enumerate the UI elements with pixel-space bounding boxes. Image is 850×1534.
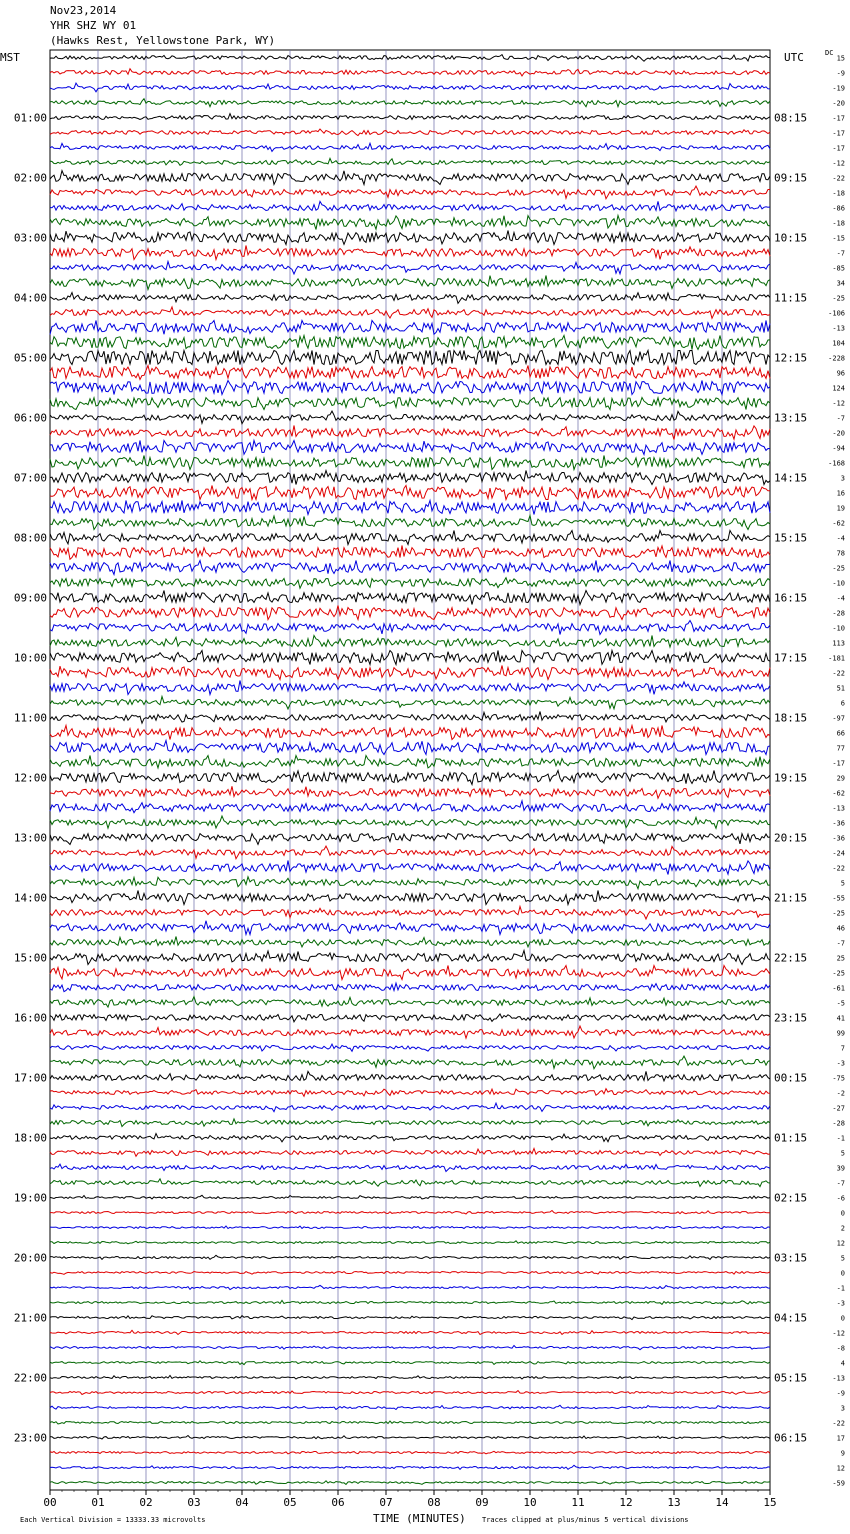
trace-line-5 (50, 129, 770, 136)
dc-offset-label-69: -2 (836, 1089, 845, 1098)
dc-offset-label-16: -25 (832, 294, 845, 303)
dc-offset-label-61: -25 (832, 969, 845, 978)
dc-offset-label-46: 77 (836, 744, 845, 753)
dc-offset-label-13: -7 (836, 249, 845, 258)
dc-offset-label-30: 19 (836, 504, 845, 513)
dc-offset-label-65: 99 (836, 1029, 845, 1038)
mst-timezone-label: MST (0, 51, 20, 64)
trace-line-95 (50, 1481, 770, 1485)
x-tick-label-05: 05 (283, 1496, 297, 1509)
dc-offset-label-12: -15 (832, 234, 845, 243)
vertical-division-note: Each Vertical Division = 13333.33 microvolts (20, 1516, 206, 1524)
trace-line-52 (50, 834, 770, 845)
trace-line-3 (50, 99, 770, 107)
dc-offset-label-1: -9 (836, 69, 845, 78)
trace-line-56 (50, 891, 770, 905)
dc-offset-label-28: 3 (840, 474, 845, 483)
trace-line-31 (50, 516, 770, 530)
trace-line-84 (50, 1316, 770, 1320)
dc-offset-label-38: -10 (832, 624, 845, 633)
dc-offset-label-78: 2 (840, 1224, 845, 1233)
trace-line-35 (50, 578, 770, 589)
dc-offset-label-24: -7 (836, 414, 845, 423)
trace-line-9 (50, 186, 770, 199)
utc-hour-label-12: 19:15 (774, 771, 808, 785)
dc-offset-label-6: -17 (832, 144, 845, 153)
trace-line-0 (50, 55, 770, 62)
plot-date: Nov23,2014 (50, 4, 117, 17)
trace-line-81 (50, 1272, 770, 1275)
mst-hour-label-15: 15:00 (13, 951, 47, 965)
dc-offset-label-23: -12 (832, 399, 845, 408)
station-location: (Hawks Rest, Yellowstone Park, WY) (50, 34, 276, 47)
dc-offset-label-89: -9 (836, 1389, 845, 1398)
x-tick-label-02: 02 (139, 1496, 153, 1509)
dc-offset-label-95: -59 (832, 1479, 845, 1488)
dc-offset-label-75: -7 (836, 1179, 845, 1188)
dc-offset-label-71: -28 (832, 1119, 845, 1128)
dc-offset-label-20: -228 (828, 354, 845, 363)
x-tick-label-08: 08 (427, 1496, 441, 1509)
trace-line-4 (50, 114, 770, 120)
trace-line-44 (50, 712, 770, 724)
dc-offset-label-50: -13 (832, 804, 845, 813)
trace-line-20 (50, 351, 770, 365)
x-tick-label-15: 15 (763, 1496, 777, 1509)
trace-line-78 (50, 1226, 770, 1229)
x-tick-label-00: 00 (43, 1496, 57, 1509)
mst-hour-label-14: 14:00 (13, 891, 47, 905)
mst-hour-label-2: 02:00 (13, 171, 47, 185)
x-tick-label-07: 07 (379, 1496, 393, 1509)
mst-hour-label-16: 16:00 (13, 1011, 47, 1025)
trace-line-68 (50, 1071, 770, 1081)
dc-offset-label-63: -5 (836, 999, 845, 1008)
trace-line-82 (50, 1285, 770, 1289)
trace-line-24 (50, 411, 770, 424)
dc-offset-label-88: -13 (832, 1374, 845, 1383)
dc-offset-label-22: 124 (832, 384, 845, 393)
trace-line-92 (50, 1436, 770, 1440)
trace-line-36 (50, 591, 770, 605)
mst-hour-label-6: 06:00 (13, 411, 47, 425)
trace-line-37 (50, 606, 770, 620)
dc-offset-label-10: -86 (832, 204, 845, 213)
mst-hour-label-7: 07:00 (13, 471, 47, 485)
utc-hour-label-6: 13:15 (774, 411, 808, 425)
x-tick-label-06: 06 (331, 1496, 345, 1509)
dc-offset-label-36: -4 (836, 594, 845, 603)
trace-line-76 (50, 1195, 770, 1199)
x-tick-label-11: 11 (571, 1496, 585, 1509)
dc-offset-label-15: 34 (836, 279, 845, 288)
dc-offset-label-14: -85 (832, 264, 845, 273)
dc-offset-label-27: -168 (828, 459, 845, 468)
trace-line-64 (50, 1014, 770, 1022)
utc-hour-label-5: 12:15 (774, 351, 808, 365)
dc-offset-label-67: -3 (836, 1059, 845, 1068)
mst-hour-label-21: 21:00 (13, 1311, 47, 1325)
trace-line-28 (50, 471, 770, 485)
dc-offset-label-91: -22 (832, 1419, 845, 1428)
trace-line-72 (50, 1134, 770, 1142)
dc-offset-header: DC (825, 49, 834, 57)
trace-line-70 (50, 1103, 770, 1112)
dc-offset-label-26: -94 (832, 444, 845, 453)
dc-offset-label-73: 5 (840, 1149, 845, 1158)
dc-offset-label-52: -36 (832, 834, 845, 843)
trace-line-11 (50, 216, 770, 230)
trace-line-10 (50, 201, 770, 211)
mst-hour-label-5: 05:00 (13, 351, 47, 365)
dc-offset-label-64: 41 (836, 1014, 845, 1023)
trace-line-79 (50, 1241, 770, 1244)
trace-line-16 (50, 293, 770, 304)
trace-line-47 (50, 756, 770, 768)
mst-hour-label-8: 08:00 (13, 531, 47, 545)
dc-offset-label-58: 46 (836, 924, 845, 933)
x-tick-label-04: 04 (235, 1496, 249, 1509)
trace-line-42 (50, 681, 770, 695)
clipping-note: Traces clipped at plus/minus 5 vertical divisions (482, 1516, 689, 1524)
mst-hour-label-4: 04:00 (13, 291, 47, 305)
trace-line-17 (50, 307, 770, 318)
dc-offset-label-66: 7 (840, 1044, 845, 1053)
trace-line-1 (50, 69, 770, 76)
trace-line-89 (50, 1391, 770, 1395)
dc-offset-label-87: 4 (840, 1359, 845, 1368)
utc-hour-label-13: 20:15 (774, 831, 808, 845)
mst-hour-label-13: 13:00 (13, 831, 47, 845)
dc-offset-label-37: -28 (832, 609, 845, 618)
utc-hour-label-7: 14:15 (774, 471, 808, 485)
dc-offset-label-77: 0 (840, 1209, 845, 1218)
utc-hour-label-14: 21:15 (774, 891, 808, 905)
trace-line-88 (50, 1376, 770, 1380)
trace-line-2 (50, 83, 770, 92)
dc-offset-label-94: 12 (836, 1464, 845, 1473)
trace-line-50 (50, 801, 770, 813)
x-axis-title: TIME (MINUTES) (373, 1512, 466, 1525)
x-tick-label-13: 13 (667, 1496, 681, 1509)
trace-line-71 (50, 1119, 770, 1127)
x-tick-label-03: 03 (187, 1496, 201, 1509)
dc-offset-label-35: -10 (832, 579, 845, 588)
dc-offset-label-90: 3 (840, 1404, 845, 1413)
dc-offset-label-33: 78 (836, 549, 845, 558)
trace-line-32 (50, 531, 770, 545)
mst-hour-label-12: 12:00 (13, 771, 47, 785)
dc-offset-label-18: -13 (832, 324, 845, 333)
dc-offset-label-17: -106 (828, 309, 845, 318)
dc-offset-label-81: 0 (840, 1269, 845, 1278)
trace-line-63 (50, 997, 770, 1008)
trace-line-6 (50, 143, 770, 151)
trace-line-21 (50, 366, 770, 380)
dc-offset-label-82: -1 (836, 1284, 845, 1293)
trace-line-58 (50, 921, 770, 935)
dc-offset-label-47: -17 (832, 759, 845, 768)
trace-line-65 (50, 1026, 770, 1038)
trace-line-77 (50, 1211, 770, 1215)
dc-offset-label-21: 96 (836, 369, 845, 378)
mst-hour-label-23: 23:00 (13, 1431, 47, 1445)
utc-hour-label-16: 23:15 (774, 1011, 808, 1025)
dc-offset-label-29: 16 (836, 489, 845, 498)
trace-line-75 (50, 1179, 770, 1187)
trace-line-8 (50, 171, 770, 185)
trace-line-13 (50, 246, 770, 260)
trace-line-59 (50, 937, 770, 947)
dc-offset-label-62: -61 (832, 984, 845, 993)
mst-hour-label-10: 10:00 (13, 651, 47, 665)
trace-line-48 (50, 771, 770, 785)
trace-line-7 (50, 158, 770, 165)
utc-hour-label-22: 05:15 (774, 1371, 808, 1385)
mst-hour-label-3: 03:00 (13, 231, 47, 245)
dc-offset-label-19: 104 (832, 339, 845, 348)
dc-offset-label-84: 0 (840, 1314, 845, 1323)
dc-offset-label-54: -22 (832, 864, 845, 873)
utc-hour-label-3: 10:15 (774, 231, 808, 245)
dc-offset-label-49: -62 (832, 789, 845, 798)
dc-offset-label-39: 113 (832, 639, 845, 648)
dc-offset-label-3: -20 (832, 99, 845, 108)
trace-line-94 (50, 1465, 770, 1469)
trace-line-40 (50, 651, 770, 665)
utc-hour-label-2: 09:15 (774, 171, 808, 185)
dc-offset-label-45: 66 (836, 729, 845, 738)
trace-line-55 (50, 877, 770, 889)
trace-line-73 (50, 1149, 770, 1157)
utc-hour-label-10: 17:15 (774, 651, 808, 665)
trace-line-46 (50, 741, 770, 755)
trace-line-18 (50, 321, 770, 335)
trace-line-38 (50, 621, 770, 635)
trace-line-61 (50, 966, 770, 980)
dc-offset-label-5: -17 (832, 129, 845, 138)
plot-frame (50, 50, 770, 1490)
x-tick-label-12: 12 (619, 1496, 633, 1509)
trace-line-66 (50, 1044, 770, 1051)
dc-offset-label-34: -25 (832, 564, 845, 573)
dc-offset-label-80: 5 (840, 1254, 845, 1263)
trace-line-19 (50, 336, 770, 350)
trace-line-93 (50, 1451, 770, 1454)
dc-offset-label-93: 9 (840, 1449, 845, 1458)
dc-offset-label-56: -55 (832, 894, 845, 903)
trace-line-27 (50, 456, 770, 470)
trace-line-33 (50, 546, 770, 560)
dc-offset-label-72: -1 (836, 1134, 845, 1143)
trace-line-15 (50, 276, 770, 290)
mst-hour-label-1: 01:00 (13, 111, 47, 125)
mst-hour-label-20: 20:00 (13, 1251, 47, 1265)
dc-offset-label-55: 5 (840, 879, 845, 888)
dc-offset-label-8: -22 (832, 174, 845, 183)
trace-line-25 (50, 426, 770, 440)
dc-offset-label-31: -62 (832, 519, 845, 528)
dc-offset-label-53: -24 (832, 849, 845, 858)
dc-offset-label-51: -36 (832, 819, 845, 828)
station-code: YHR SHZ WY 01 (50, 19, 137, 32)
trace-line-34 (50, 561, 770, 575)
x-tick-label-09: 09 (475, 1496, 489, 1509)
dc-offset-label-70: -27 (832, 1104, 845, 1113)
trace-line-74 (50, 1164, 770, 1171)
mst-hour-label-11: 11:00 (13, 711, 47, 725)
dc-offset-label-25: -20 (832, 429, 845, 438)
x-tick-label-10: 10 (523, 1496, 537, 1509)
trace-line-91 (50, 1421, 770, 1424)
dc-offset-label-7: -12 (832, 159, 845, 168)
trace-line-69 (50, 1089, 770, 1097)
trace-line-39 (50, 636, 770, 648)
trace-line-43 (50, 697, 770, 710)
trace-line-23 (50, 398, 770, 410)
dc-offset-label-79: 12 (836, 1239, 845, 1248)
mst-hour-label-18: 18:00 (13, 1131, 47, 1145)
dc-offset-label-40: -181 (828, 654, 845, 663)
utc-hour-label-23: 06:15 (774, 1431, 808, 1445)
trace-line-57 (50, 907, 770, 920)
dc-offset-label-41: -22 (832, 669, 845, 678)
dc-offset-label-43: 6 (840, 699, 845, 708)
dc-offset-label-42: 51 (836, 684, 845, 693)
dc-offset-label-92: 17 (836, 1434, 845, 1443)
trace-line-30 (50, 501, 770, 515)
dc-offset-label-44: -97 (832, 714, 845, 723)
utc-hour-label-9: 16:15 (774, 591, 808, 605)
trace-line-51 (50, 816, 770, 828)
x-tick-label-01: 01 (91, 1496, 105, 1509)
utc-hour-label-19: 02:15 (774, 1191, 808, 1205)
trace-line-85 (50, 1330, 770, 1334)
trace-line-87 (50, 1361, 770, 1365)
mst-hour-label-19: 19:00 (13, 1191, 47, 1205)
trace-line-26 (50, 441, 770, 455)
trace-line-83 (50, 1300, 770, 1304)
trace-line-86 (50, 1346, 770, 1350)
trace-line-29 (50, 486, 770, 500)
utc-timezone-label: UTC (784, 51, 804, 64)
mst-hour-label-9: 09:00 (13, 591, 47, 605)
dc-offset-label-83: -3 (836, 1299, 845, 1308)
utc-hour-label-8: 15:15 (774, 531, 808, 545)
utc-hour-label-11: 18:15 (774, 711, 808, 725)
x-tick-label-14: 14 (715, 1496, 729, 1509)
trace-line-54 (50, 861, 770, 875)
dc-offset-label-32: -4 (836, 534, 845, 543)
dc-offset-label-57: -25 (832, 909, 845, 918)
trace-line-53 (50, 846, 770, 859)
trace-line-41 (50, 666, 770, 680)
dc-offset-label-85: -12 (832, 1329, 845, 1338)
utc-hour-label-20: 03:15 (774, 1251, 808, 1265)
utc-hour-label-18: 01:15 (774, 1131, 808, 1145)
trace-line-62 (50, 983, 770, 992)
trace-line-60 (50, 951, 770, 965)
dc-offset-label-0: 15 (836, 54, 845, 63)
dc-offset-label-11: -18 (832, 219, 845, 228)
utc-hour-label-1: 08:15 (774, 111, 808, 125)
trace-line-45 (50, 726, 770, 740)
utc-hour-label-15: 22:15 (774, 951, 808, 965)
trace-line-12 (50, 231, 770, 245)
dc-offset-label-2: -19 (832, 84, 845, 93)
dc-offset-label-9: -18 (832, 189, 845, 198)
dc-offset-label-59: -7 (836, 939, 845, 948)
trace-line-80 (50, 1255, 770, 1259)
trace-line-22 (50, 381, 770, 395)
dc-offset-label-68: -75 (832, 1074, 845, 1083)
dc-offset-label-60: 25 (836, 954, 845, 963)
trace-line-90 (50, 1405, 770, 1409)
dc-offset-label-86: -8 (836, 1344, 845, 1353)
dc-offset-label-48: 29 (836, 774, 845, 783)
utc-hour-label-21: 04:15 (774, 1311, 808, 1325)
dc-offset-label-74: 39 (836, 1164, 845, 1173)
trace-line-14 (50, 262, 770, 275)
dc-offset-label-76: -6 (836, 1194, 845, 1203)
mst-hour-label-17: 17:00 (13, 1071, 47, 1085)
mst-hour-label-22: 22:00 (13, 1371, 47, 1385)
dc-offset-label-4: -17 (832, 114, 845, 123)
trace-line-67 (50, 1056, 770, 1069)
utc-hour-label-4: 11:15 (774, 291, 808, 305)
utc-hour-label-17: 00:15 (774, 1071, 808, 1085)
trace-line-49 (50, 786, 770, 798)
